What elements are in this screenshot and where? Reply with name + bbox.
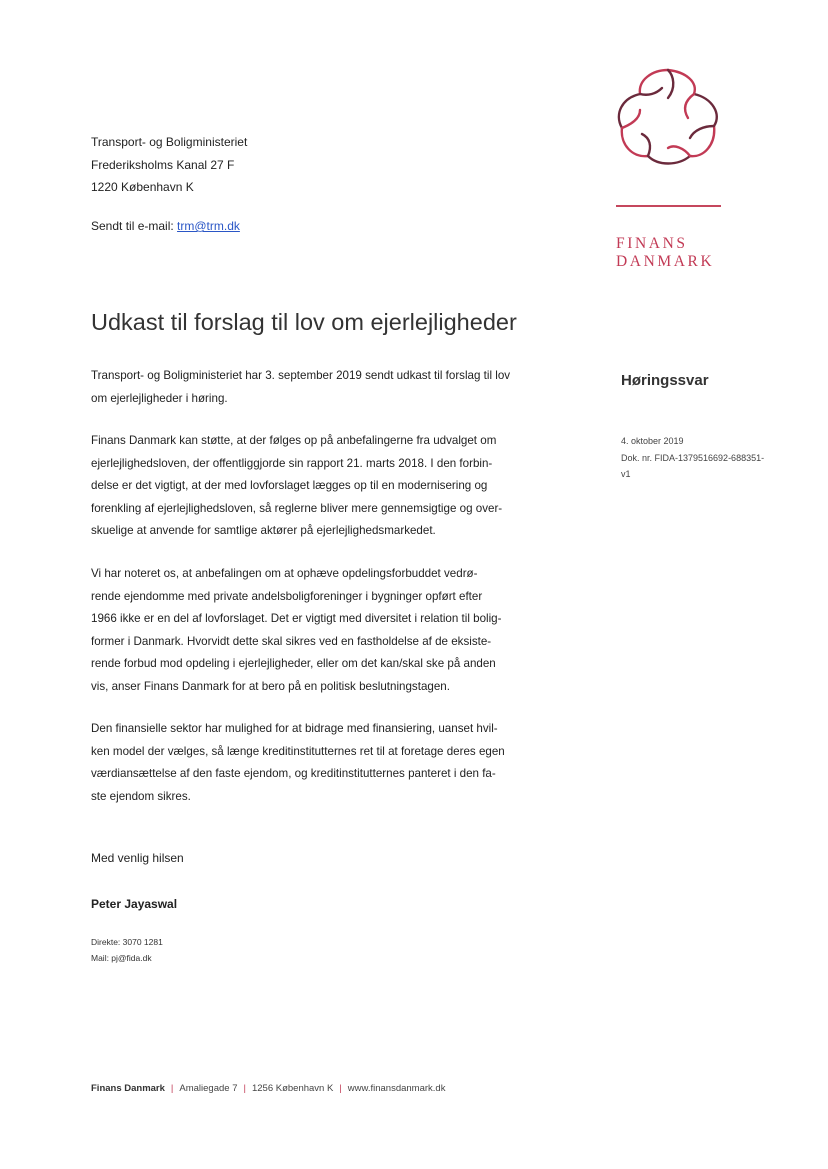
footer-city: 1256 København K (251, 1083, 334, 1094)
paragraph-line: værdiansættelse af den faste ejendom, og kreditinstitutternes panteret i den fa- (91, 767, 496, 780)
paragraph-line: delse er det vigtigt, at der med lovforslaget lægges op til en modernisering og (91, 479, 488, 492)
recipient-line: Frederiksholms Kanal 27 F (91, 157, 235, 172)
recipient-line: 1220 København K (91, 180, 194, 194)
paragraph-line: Finans Danmark kan støtte, at der følges op på anbefalingerne fra udvalget om (91, 434, 497, 447)
email-link[interactable]: trm@trm.dk (177, 219, 240, 233)
closing-greeting: Med venlig hilsen (91, 851, 184, 865)
paragraph-line: om ejerlejligheder i høring. (91, 391, 228, 405)
document-date: 4. oktober 2019 (621, 436, 684, 446)
paragraph-line: skuelige at anvende for samtlige aktører på ejerlejlighedsmarkedet. (91, 524, 436, 537)
signer-name: Peter Jayaswal (91, 897, 178, 911)
recipient-address (91, 131, 247, 199)
paragraph (91, 563, 561, 698)
document-number-cont: v1 (621, 469, 631, 479)
logo-line-1: FINANS (616, 235, 688, 252)
paragraph-line: rende ejendomme med private andelsboligforeninger i bygninger opført efter (91, 589, 483, 603)
footer-website[interactable]: www.finansdanmark.dk (347, 1083, 446, 1094)
paragraph-line: ste ejendom sikres. (91, 789, 191, 803)
paragraph-line: ejerlejlighedsloven, der offentliggjorde sin rapport 21. marts 2018. I den forbin- (91, 456, 493, 470)
paragraph-line: ken model der vælges, så længe kreditinstitutternes ret til at foretage deres egen (91, 744, 505, 758)
sent-label: Sendt til e-mail: (91, 219, 178, 233)
document-number: Dok. nr. FIDA-1379516692-688351- (621, 452, 765, 463)
logo-line-2: DANMARK (616, 253, 715, 270)
recipient-line: Transport- og Boligministeriet (91, 135, 248, 149)
document-type-heading: Høringssvar (621, 372, 709, 389)
logo-divider (616, 205, 721, 207)
footer-separator: | (243, 1083, 246, 1094)
paragraph-line: rende forbud mod opdeling i ejerlejligheder, eller om det kan/skal ske på anden (91, 657, 496, 670)
footer (91, 1083, 445, 1094)
paragraph (91, 718, 561, 808)
paragraph-line: 1966 ikke er en del af lovforslaget. Det er vigtigt med diversitet i relation til bolig- (91, 612, 502, 625)
paragraph (91, 430, 561, 543)
footer-address: Amaliegade 7 (179, 1083, 238, 1094)
direct-phone: Direkte: 3070 1281 (91, 937, 163, 947)
footer-org: Finans Danmark (91, 1083, 165, 1094)
paragraph-line: Den finansielle sektor har mulighed for at bidrage med finansiering, uanset hvil- (91, 722, 498, 735)
footer-separator: | (170, 1083, 174, 1094)
paragraph-line: former i Danmark. Hvorvidt dette skal sikres ved en fastholdelse af de eksiste- (91, 634, 492, 648)
paragraph-line: Vi har noteret os, at anbefalingen om at ophæve opdelingsforbuddet vedrø- (91, 567, 478, 580)
document-title: Udkast til forslag til lov om ejerlejligheder (91, 309, 517, 335)
paragraph-line: forenkling af ejerlejlighedsloven, så reglerne bliver mere gennemsigtige og over- (91, 501, 503, 515)
paragraph-line: vis, anser Finans Danmark for at bero på en politisk beslutningstagen. (91, 679, 450, 693)
logo-wordmark (616, 235, 714, 271)
finans-danmark-logo-icon (612, 66, 724, 166)
sent-to-email (91, 219, 240, 233)
paragraph (91, 365, 561, 410)
footer-separator: | (339, 1083, 342, 1094)
paragraph-line: Transport- og Boligministeriet har 3. september 2019 sendt udkast til forslag til lov (91, 369, 511, 382)
signer-contact (91, 935, 163, 966)
email-contact: Mail: pj@fida.dk (91, 952, 152, 963)
document-meta (621, 433, 791, 483)
